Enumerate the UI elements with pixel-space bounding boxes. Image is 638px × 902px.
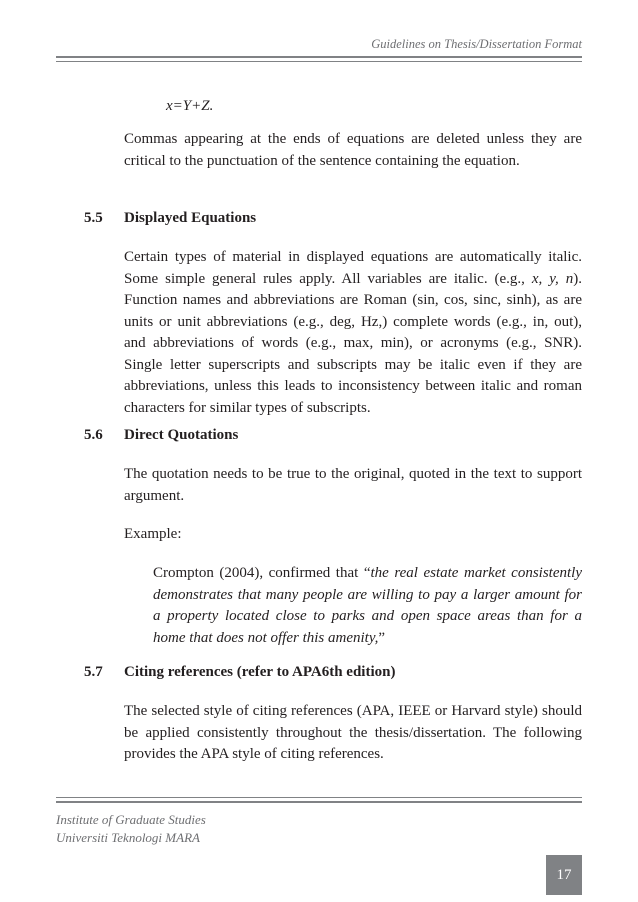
section-5-6-number: 5.6 [84, 427, 103, 443]
section-5-5-variables: x, y, n [531, 270, 574, 287]
section-5-6-title: Direct Quotations [124, 427, 239, 443]
section-5-7-number: 5.7 [84, 664, 103, 680]
header-title: Guidelines on Thesis/Dissertation Format [371, 37, 582, 51]
quote-close: ” [378, 629, 386, 646]
section-5-5-text-a: Certain types of material in displayed equations are automatically italic. Some simple general rules apply. All variables are italic. (e.g., [124, 249, 582, 287]
header-rule-thick [56, 56, 582, 58]
commas-paragraph: Commas appearing at the ends of equations are deleted unless they are critical to the punctuation of the sentence containing the equation. [124, 131, 582, 169]
section-5-7-paragraph: The selected style of citing references (APA, IEEE or Harvard style) should be applied consistently throughout the thesis/dissertation. The following provides the APA style of citing references. [124, 703, 582, 762]
section-5-5-title: Displayed Equations [124, 210, 257, 226]
example-label: Example: [124, 526, 182, 542]
footer-rule-thick [56, 801, 582, 803]
equation: x=Y+Z. [166, 98, 214, 114]
section-5-6-paragraph: The quotation needs to be true to the original, quoted in the text to support argument. [124, 466, 582, 504]
footer-rule-thin [56, 797, 582, 798]
header-rule-thin [56, 61, 582, 62]
quote-text: the real estate market consistently demonstrates that many people are willing to pay a larger amount for a property located close to parks and open space areas than for a home that does not offer this amenity, [153, 565, 582, 646]
block-quotation [153, 563, 582, 649]
quote-lead: Crompton (2004), confirmed that “ [153, 565, 371, 581]
section-5-5-paragraph [124, 247, 582, 419]
section-5-5-number: 5.5 [84, 210, 103, 226]
footer-institute: Institute of Graduate Studies [56, 812, 206, 827]
section-5-5-text-b: ). Function names and abbreviations are Roman (sin, cos, sinc, sinh), as are units or unit abbreviations (e.g., deg, Hz,) complete words (e.g., in, out), and abbreviations of words (e.g., max, min), or acronyms (e.g., SNR). Single letter superscripts and subscripts may be italic even if they are abbreviations, unless this leads to inconsistency between italic and roman characters for similar types of subscripts. [124, 270, 582, 416]
footer-university: Universiti Teknologi MARA [56, 830, 200, 845]
section-5-7-title: Citing references (refer to APA6th edition) [124, 664, 396, 680]
page-number: 17 [546, 855, 582, 895]
